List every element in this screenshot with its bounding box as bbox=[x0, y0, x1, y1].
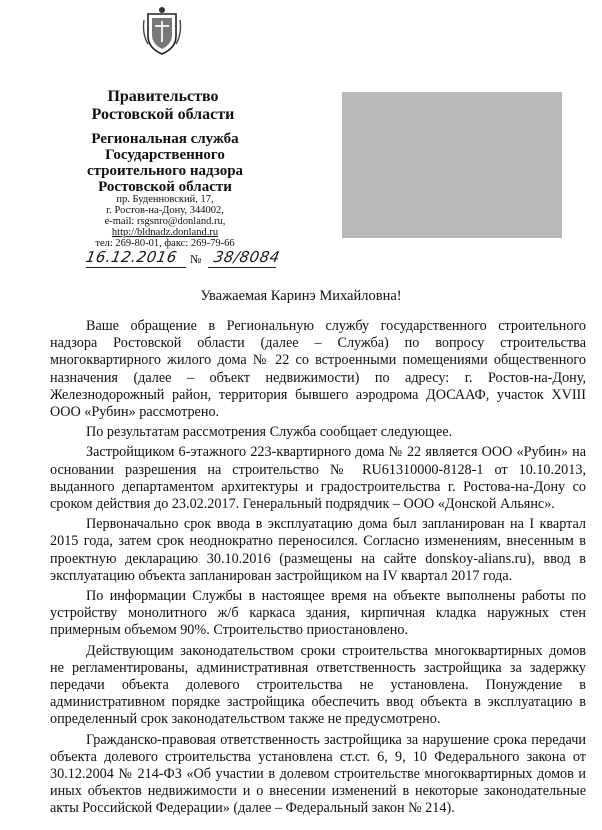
letter-body bbox=[50, 318, 586, 818]
address-line: пр. Буденновский, 17, bbox=[116, 194, 214, 205]
greeting: Уважаемая Каринэ Михайловна! bbox=[200, 288, 402, 304]
number-sign: № bbox=[190, 252, 202, 266]
paragraph: Гражданско-правовая ответственность застройщика за нарушение срока передачи объекта долевого строительства установлена ст.ст. 6, 9, 10 Федерального закона от 30.12.2004 № 214-ФЗ «Об участии в долевом строительстве многоквартирных домов и иных объектов недвижимости и о внесении изменений в некоторые законодательные акты Российской Федерации» (далее – Федеральный закон № 214). bbox=[50, 731, 586, 817]
address-block bbox=[80, 194, 250, 249]
service-line: строительного надзора bbox=[86, 163, 244, 179]
registration-number: 38/8084 bbox=[212, 248, 282, 266]
website-link[interactable]: http://bldnadz.donland.ru bbox=[111, 227, 219, 238]
paragraph: Застройщиком 6-этажного 223-квартирного дома № 22 является ООО «Рубин» на основании разрешения на строительство № RU61310000-8128-1 от 10.10.2013, выданного департаментом архитектуры и градостроительства г. Ростова-на-Дону со сроком действия до 23.02.2017. Генеральный подрядчик – ООО «Донской Альянс». bbox=[50, 444, 586, 513]
email-line: e-mail: rsgsnro@donland.ru, bbox=[104, 216, 226, 227]
coat-of-arms-icon bbox=[142, 6, 182, 56]
paragraph: Первоначально срок ввода в эксплуатацию дома был запланирован на I квартал 2015 года, затем срок неоднократно переносился. Согласно изменениям, внесенным в проектную декларацию 30.10.2016 (размещены на сайте donskoy-alians.ru), ввод в эксплуатацию объекта запланирован застройщиком на IV квартал 2017 года. bbox=[50, 516, 586, 584]
paragraph: По результатам рассмотрения Служба сообщает следующее. bbox=[86, 424, 453, 441]
address-line: г. Ростов-на-Дону, 344002, bbox=[106, 205, 224, 216]
number-underline bbox=[208, 267, 276, 268]
paragraph: По информации Службы в настоящее время на объекте выполнены работы по устройству монолитного ж/б каркаса здания, кирпичная кладка наружных стен примерным объемом 90%. Строительство приостановлено. bbox=[50, 588, 586, 639]
registration-date: 16.12.2016 bbox=[84, 248, 179, 266]
service-name bbox=[74, 131, 256, 195]
service-line: Региональная служба bbox=[91, 131, 239, 147]
org-name bbox=[70, 88, 256, 124]
org-line: Правительство bbox=[107, 88, 219, 105]
paragraph: Действующим законодательством сроки строительства многоквартирных домов не регламентированы, административная ответственность застройщика за задержку передачи объекта долевого строительства не установлена. Понуждение в административном порядке застройщика обеспечить ввод объекта в эксплуатацию в определенный срок законодательством также не предусмотрено. bbox=[50, 642, 586, 728]
phone-line: тел: 269-80-01, факс: 269-79-66 bbox=[95, 238, 235, 249]
redacted-area bbox=[342, 92, 562, 238]
registration-line bbox=[84, 248, 282, 270]
org-line: Ростовской области bbox=[91, 106, 235, 123]
service-line: Государственного bbox=[105, 147, 225, 163]
service-line: Ростовской области bbox=[98, 179, 232, 195]
paragraph: Ваше обращение в Региональную службу государственного строительного надзора Ростовской области (далее – Служба) по вопросу строительства многоквартирного жилого дома № 22 со встроенными помещениями общественного назначения (далее – объект недвижимости) по адресу: г. Ростов-на-Дону, Железнодорожный район, территория бывшего аэродрома ДОСААФ, участок XVIII ООО «Рубин» рассмотрено. bbox=[50, 318, 586, 421]
date-underline bbox=[86, 267, 186, 268]
